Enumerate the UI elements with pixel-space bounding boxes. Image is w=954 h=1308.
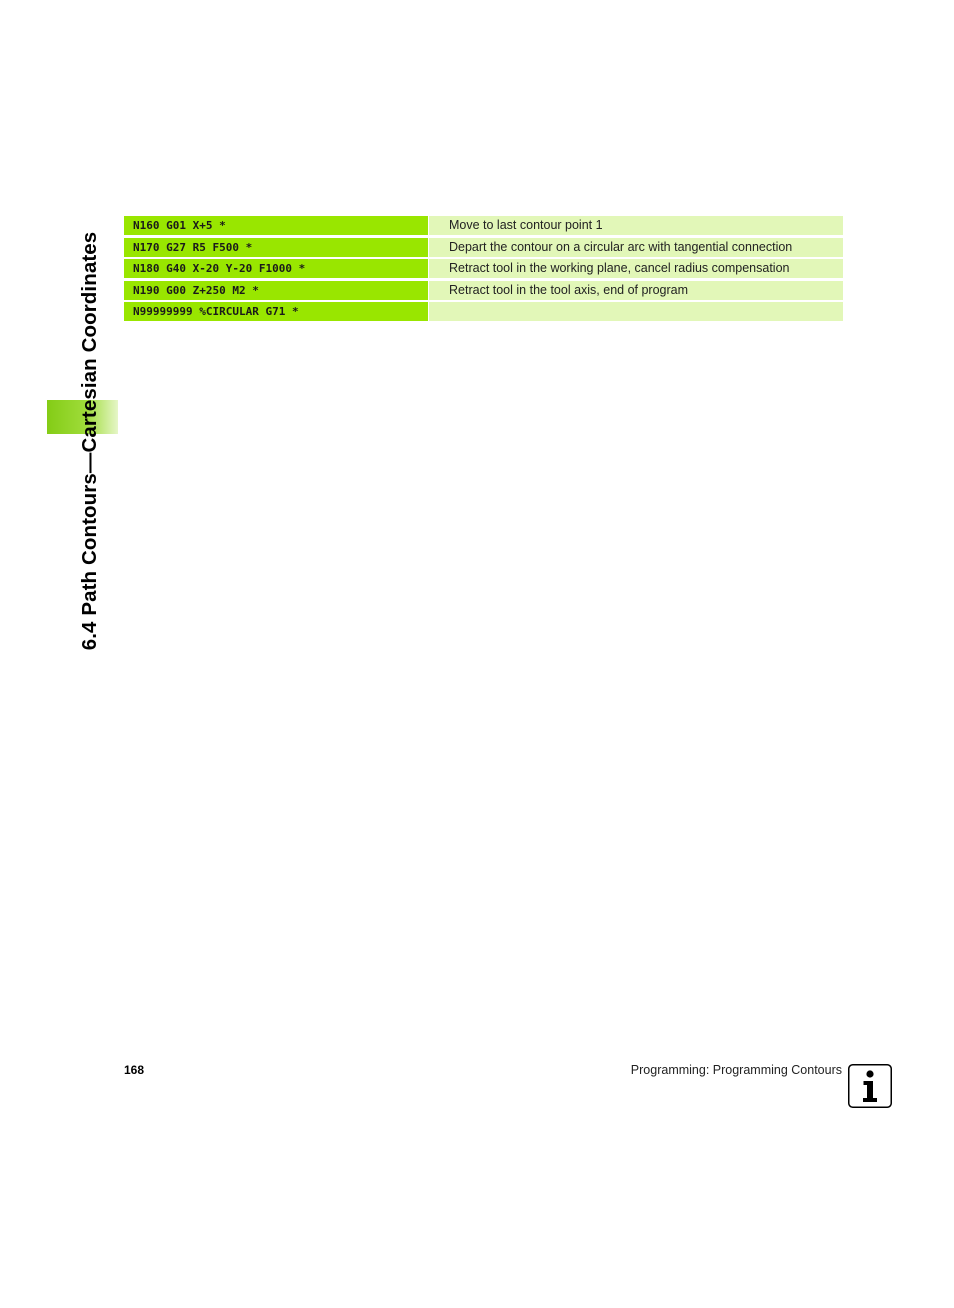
comment-cell: Depart the contour on a circular arc with tangential connection xyxy=(428,238,843,257)
side-heading-text: 6.4 Path Contours—Cartesian Coordinates xyxy=(78,231,101,651)
nc-code-cell: N99999999 %CIRCULAR G71 * xyxy=(124,302,428,321)
table-row xyxy=(124,238,843,257)
comment-cell: Retract tool in the tool axis, end of program xyxy=(428,281,843,300)
table-row xyxy=(124,259,843,278)
table-row xyxy=(124,302,843,321)
chapter-title: Programming: Programming Contours xyxy=(630,1063,842,1077)
nc-code-cell: N170 G27 R5 F500 * xyxy=(124,238,428,257)
nc-code-cell: N180 G40 X-20 Y-20 F1000 * xyxy=(124,259,428,278)
table-row xyxy=(124,216,843,235)
table-row xyxy=(124,281,843,300)
nc-code-cell: N190 G00 Z+250 M2 * xyxy=(124,281,428,300)
info-icon xyxy=(848,1064,892,1108)
nc-code-cell: N160 G01 X+5 * xyxy=(124,216,428,235)
comment-cell xyxy=(428,302,843,321)
program-listing-table xyxy=(124,216,843,324)
comment-cell: Move to last contour point 1 xyxy=(428,216,843,235)
comment-cell: Retract tool in the working plane, cancel radius compensation xyxy=(428,259,843,278)
page-number: 168 xyxy=(124,1063,145,1077)
